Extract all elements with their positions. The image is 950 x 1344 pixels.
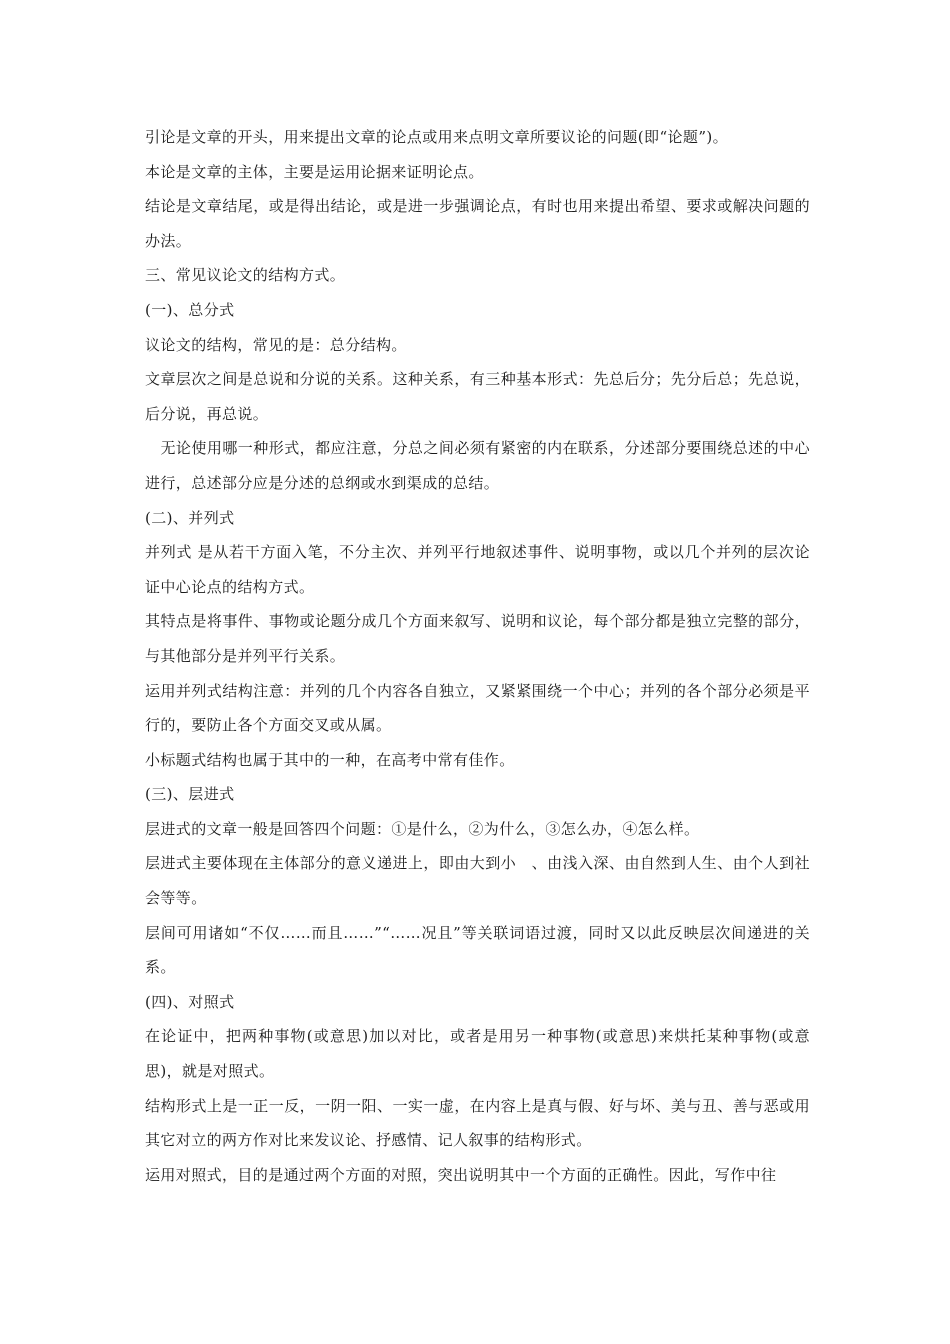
paragraph-parallel-4: 小标题式结构也属于其中的一种，在高考中常有佳作。 bbox=[145, 750, 515, 769]
paragraph-general-specific-2: 文章层次之间是总说和分说的关系。这种关系，有三种基本形式：先总后分；先分后总；先总说，后分说，再总说。 bbox=[145, 370, 810, 423]
paragraph-conclusion-definition: 结论是文章结尾，或是得出结论，或是进一步强调论点，有时也用来提出希望、要求或解决问题的办法。 bbox=[145, 197, 810, 250]
subheading-contrast: (四)、对照式 bbox=[145, 992, 235, 1011]
subheading-general-specific: (一)、总分式 bbox=[145, 300, 235, 319]
paragraph-parallel-2: 其特点是将事件、事物或论题分成几个方面来叙写、说明和议论，每个部分都是独立完整的部分，与其他部分是并列平行关系。 bbox=[145, 612, 810, 665]
paragraph-contrast-3: 运用对照式，目的是通过两个方面的对照，突出说明其中一个方面的正确性。因此，写作中往 bbox=[145, 1165, 777, 1184]
paragraph-body-definition: 本论是文章的主体，主要是运用论据来证明论点。 bbox=[145, 162, 484, 181]
subheading-progressive: (三)、层进式 bbox=[145, 785, 235, 804]
paragraph-parallel-3: 运用并列式结构注意：并列的几个内容各自独立，又紧紧围绕一个中心；并列的各个部分必须是平行的，要防止各个方面交叉或从属。 bbox=[145, 681, 810, 735]
paragraph-contrast-1: 在论证中，把两种事物(或意思)加以对比，或者是用另一种事物(或意思)来烘托某种事物(或意思)，就是对照式。 bbox=[145, 1027, 810, 1081]
document-page bbox=[145, 120, 810, 1192]
paragraph-progressive-2: 层进式主要体现在主体部分的意义递进上，即由大到小 、由浅入深、由自然到人生、由个人到社会等等。 bbox=[145, 854, 810, 908]
paragraph-general-specific-1: 议论文的结构，常见的是：总分结构。 bbox=[145, 335, 407, 354]
paragraph-progressive-1: 层进式的文章一般是回答四个问题：①是什么，②为什么，③怎么办，④怎么样。 bbox=[145, 819, 700, 838]
paragraph-progressive-3: 层间可用诸如“不仅……而且……”“……况且”等关联词语过渡，同时又以此反映层次间递进的关系。 bbox=[145, 923, 810, 977]
paragraph-contrast-2: 结构形式上是一正一反，一阴一阳、一实一虚，在内容上是真与假、好与坏、美与丑、善与恶或用其它对立的两方作对比来发议论、抒感情、记人叙事的结构形式。 bbox=[145, 1096, 810, 1150]
paragraph-parallel-1: 并列式 是从若干方面入笔，不分主次、并列平行地叙述事件、说明事物，或以几个并列的层次论证中心论点的结构方式。 bbox=[145, 543, 810, 596]
subheading-parallel: (二)、并列式 bbox=[145, 508, 235, 527]
paragraph-general-specific-3: 无论使用哪一种形式，都应注意，分总之间必须有紧密的内在联系，分述部分要围绕总述的中心进行，总述部分应是分述的总纲或水到渠成的总结。 bbox=[145, 439, 810, 492]
paragraph-intro-definition: 引论是文章的开头，用来提出文章的论点或用来点明文章所要议论的问题(即“论题”)。 bbox=[145, 128, 729, 146]
section-heading-structures: 三、常见议论文的结构方式。 bbox=[145, 266, 346, 285]
